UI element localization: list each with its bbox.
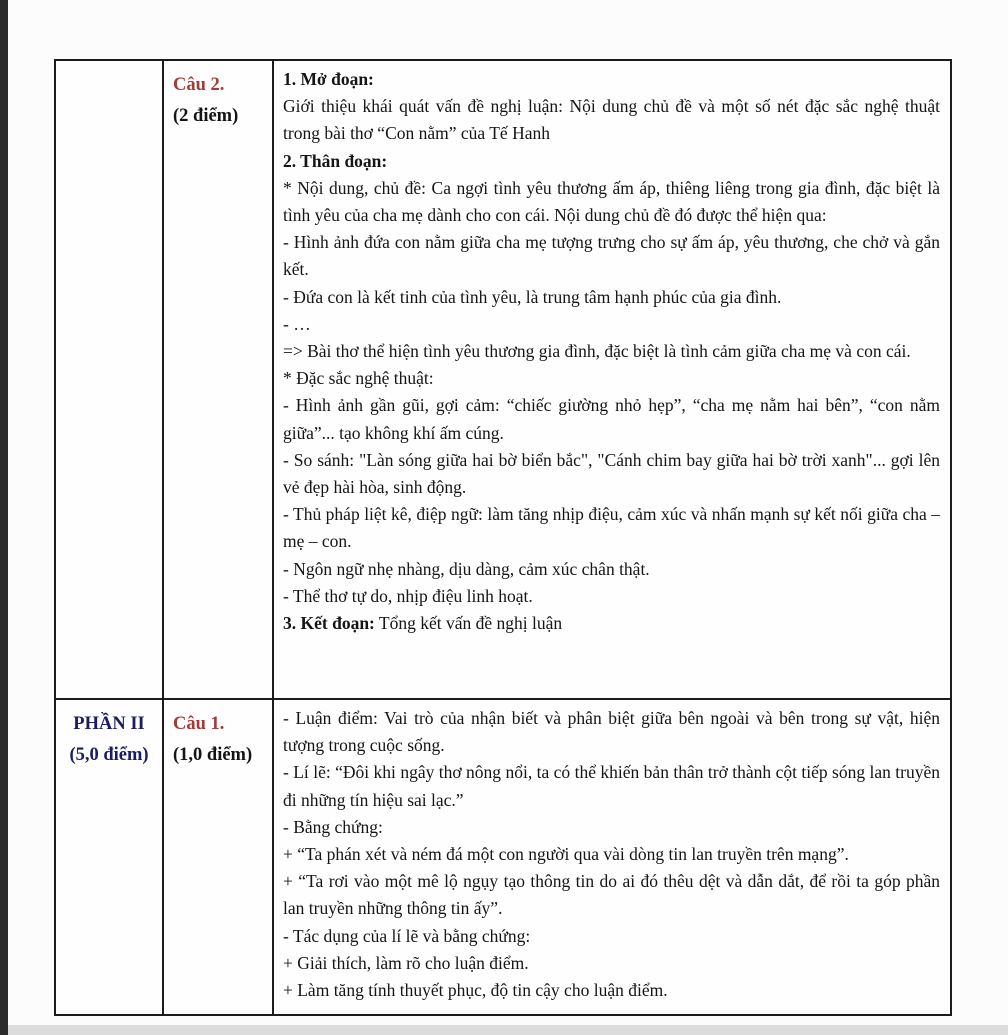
answer-cell-cau2 <box>273 60 951 699</box>
answer-line: - Hình ảnh gần gũi, gợi cảm: “chiếc giường nhỏ hẹp”, “cha mẹ nằm hai bên”, “con nằm giữa”... tạo không khí ấm cúng. <box>283 395 940 443</box>
answer-line: - Thủ pháp liệt kê, điệp ngữ: làm tăng nhịp điệu, cảm xúc và nhấn mạnh sự kết nối giữa cha – mẹ – con. <box>283 504 940 552</box>
answer-line: - Tác dụng của lí lẽ và bằng chứng: <box>283 925 531 946</box>
answer-line: - So sánh: "Làn sóng giữa hai bờ biển bắc", "Cánh chim bay giữa hai bờ trời xanh"... gợi lên vẻ đẹp hài hòa, sinh động. <box>283 449 940 498</box>
answer-line: + Làm tăng tính thuyết phục, độ tin cậy cho luận điểm. <box>283 980 668 1001</box>
answer-line: - Ngôn ngữ nhẹ nhàng, dịu dàng, cảm xúc chân thật. <box>283 558 650 579</box>
question-label: Câu 2. <box>173 75 225 95</box>
question-label: Câu 1. <box>173 714 225 734</box>
question-points: (1,0 điểm) <box>173 745 253 765</box>
answer-line: 2. Thân đoạn: <box>283 150 388 171</box>
answer-line: - Hình ảnh đứa con nằm giữa cha mẹ tượng trưng cho sự ấm áp, yêu thương, che chở và gắn kết. <box>283 232 940 280</box>
section-title: PHẦN II <box>73 714 145 734</box>
scan-edge-bar <box>0 0 8 1035</box>
answer-line: * Đặc sắc nghệ thuật: <box>283 368 434 389</box>
section-cell-empty <box>55 60 163 699</box>
scan-bottom-strip <box>8 1025 1008 1035</box>
answer-line: 3. Kết đoạn: Tổng kết vấn đề nghị luận <box>283 613 563 634</box>
table-row-cau1 <box>55 699 951 1015</box>
question-cell-cau1 <box>163 699 273 1015</box>
answer-line: + “Ta rơi vào một mê lộ ngụy tạo thông tin do ai đó thêu dệt và dẫn dắt, để rồi ta góp phần lan truyền những thông tin ấy”. <box>283 871 940 919</box>
answer-cell-cau1 <box>273 699 951 1015</box>
answer-line: - Lí lẽ: “Đôi khi ngây thơ nông nổi, ta có thể khiến bản thân trở thành cột tiếp sóng lan truyền đi những tín hiệu sai lạc.” <box>283 762 940 810</box>
answer-line: 1. Mở đoạn: <box>283 69 374 89</box>
table-row-cau2 <box>55 60 951 699</box>
answer-line: + Giải thích, làm rõ cho luận điểm. <box>283 952 529 973</box>
answer-line: => Bài thơ thể hiện tình yêu thương gia đình, đặc biệt là tình cảm giữa cha mẹ và con cái. <box>283 341 911 362</box>
answer-line: - Luận điểm: Vai trò của nhận biết và phân biệt giữa bên ngoài và bên trong sự vật, hiện tượng trong cuộc sống. <box>283 708 940 756</box>
answer-line: - Đứa con là kết tinh của tình yêu, là trung tâm hạnh phúc của gia đình. <box>283 286 782 307</box>
answer-line: + “Ta phán xét và ném đá một con người qua vài dòng tin lan truyền trên mạng”. <box>283 844 849 865</box>
section-points: (5,0 điểm) <box>69 745 149 765</box>
answer-line: * Nội dung, chủ đề: Ca ngợi tình yêu thương ấm áp, thiêng liêng trong gia đình, đặc biệt là tình yêu của cha mẹ dành cho con cái. Nội dung chủ đề đó được thể hiện qua: <box>283 177 940 226</box>
answer-line: - Thể thơ tự do, nhịp điệu linh hoạt. <box>283 585 533 606</box>
question-points: (2 điểm) <box>173 106 239 126</box>
answer-line: - Bằng chứng: <box>283 816 383 837</box>
section-cell-phan2 <box>55 699 163 1015</box>
answer-line: Giới thiệu khái quát vấn đề nghị luận: Nội dung chủ đề và một số nét đặc sắc nghệ thuật trong bài thơ “Con nằm” của Tế Hanh <box>283 96 940 144</box>
answer-line: - … <box>283 313 311 334</box>
question-cell-cau2 <box>163 60 273 699</box>
answer-key-table <box>54 59 952 1016</box>
